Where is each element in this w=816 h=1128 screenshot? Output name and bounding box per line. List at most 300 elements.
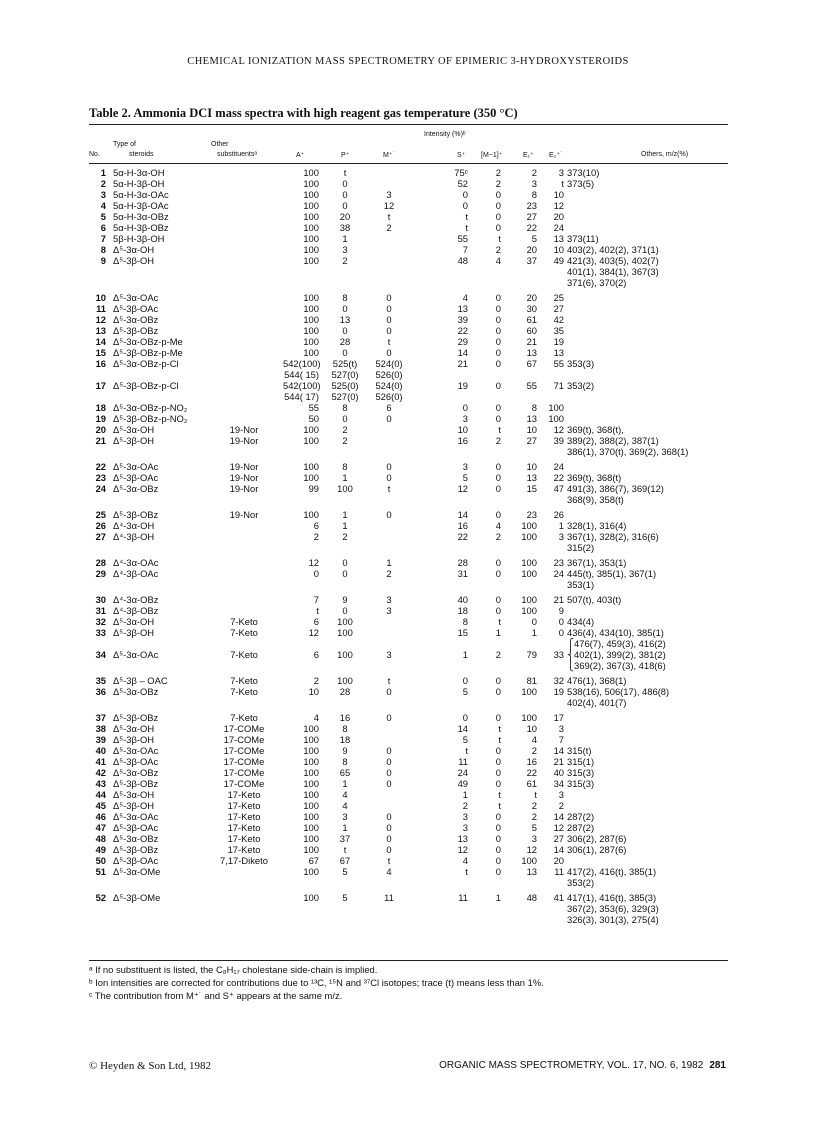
m-minus-1-ion-cell: 0 [495, 303, 501, 314]
e2-ion-cell: 14 [553, 745, 564, 756]
e2-ion-cell: 100 [548, 413, 564, 424]
e2-ion-cell: 71 [553, 380, 564, 391]
substituent-cell: 19-Nor [229, 472, 259, 483]
s-ion-cell: 11 [458, 892, 468, 903]
e1-ion-cell: 13 [526, 866, 537, 877]
others-cell: 353(1) [567, 579, 595, 590]
e1-ion-cell: 20 [526, 292, 537, 303]
m-minus-1-ion-cell: 0 [495, 413, 501, 424]
others-cell: 389(2), 388(2), 387(1) [567, 435, 659, 446]
row-number-cell: 18 [95, 402, 106, 413]
m-minus-1-ion-cell: 2 [495, 531, 501, 542]
table-row [89, 189, 728, 200]
e1-ion-cell: 5 [531, 233, 537, 244]
a-ion-cell: 100 [303, 866, 319, 877]
table-row-continuation [89, 877, 728, 888]
e2-ion-cell: 10 [553, 189, 564, 200]
steroid-type-cell: Δ⁵-3α-OH [113, 723, 155, 734]
steroid-type-cell: Δ⁵-3β-OAc [113, 303, 159, 314]
row-number-cell: 3 [100, 189, 106, 200]
others-cell: 315(3) [567, 778, 595, 789]
others-cell: 386(1), 370(t), 369(2), 368(1) [567, 446, 689, 457]
s-ion-cell: 40 [457, 594, 468, 605]
p-ion-cell: 0 [342, 568, 348, 579]
m-minus-1-ion-cell: 0 [495, 292, 501, 303]
steroid-type-cell: Δ⁵-3β-OBz [113, 712, 159, 723]
row-number-cell: 45 [95, 800, 106, 811]
steroid-type-cell: Δ⁵-3β-OAc [113, 822, 159, 833]
m-minus-1-ion-cell: 0 [495, 314, 501, 325]
header-others: Others, m/z(%) [641, 151, 689, 158]
e2-ion-cell: 14 [553, 844, 564, 855]
a-ion-cell: 67 [308, 855, 319, 866]
e2-ion-cell: 47 [553, 483, 564, 494]
m-ion-cell: 0 [386, 509, 392, 520]
a-ion-cell: 544( 17) [284, 391, 319, 402]
p-ion-cell: t [343, 167, 347, 178]
s-ion-cell: 28 [457, 557, 468, 568]
s-ion-cell: 48 [457, 255, 468, 266]
table-row [89, 686, 728, 697]
substituent-cell: 7-Keto [230, 627, 258, 638]
s-ion-cell: 13 [457, 303, 468, 314]
e1-ion-cell: 60 [526, 325, 537, 336]
a-ion-cell: 100 [303, 745, 319, 756]
steroid-type-cell: Δ⁵-3β – OAC [113, 675, 168, 686]
e1-ion-cell: 100 [521, 605, 537, 616]
e1-ion-cell: 21 [526, 336, 537, 347]
header-e2: E₂⁺˙ [549, 152, 563, 159]
row-number-cell: 28 [95, 557, 106, 568]
p-ion-cell: 28 [339, 336, 351, 347]
a-ion-cell: 100 [303, 292, 319, 303]
a-ion-cell: 100 [303, 303, 319, 314]
table-top-rule [89, 124, 728, 125]
e1-ion-cell: 61 [526, 778, 537, 789]
e1-ion-cell: 12 [526, 844, 537, 855]
m-minus-1-ion-cell: t [498, 616, 501, 627]
table-row [89, 200, 728, 211]
table-body [89, 167, 728, 925]
e1-ion-cell: 10 [526, 461, 537, 472]
steroid-type-cell: Δ⁴-3β-OH [113, 531, 155, 542]
e2-ion-cell: 12 [553, 424, 564, 435]
p-ion-cell: 3 [342, 811, 348, 822]
m-ion-cell: 526(0) [375, 391, 403, 402]
m-minus-1-ion-cell: 2 [495, 649, 501, 660]
a-ion-cell: 100 [303, 178, 319, 189]
a-ion-cell: 12 [308, 557, 319, 568]
others-cell: 306(1), 287(6) [567, 844, 627, 855]
others-cell: 367(1), 353(1) [567, 557, 627, 568]
e2-ion-cell: 32 [553, 675, 564, 686]
a-ion-cell: 100 [303, 811, 319, 822]
m-minus-1-ion-cell: 0 [495, 380, 501, 391]
e1-ion-cell: 67 [526, 358, 537, 369]
others-cell: 315(2) [567, 542, 595, 553]
table-row [89, 892, 728, 903]
e1-ion-cell: 48 [526, 892, 537, 903]
e2-ion-cell: 7 [558, 734, 564, 745]
e1-ion-cell: 37 [526, 255, 537, 266]
a-ion-cell: 100 [303, 435, 319, 446]
e1-ion-cell: 1 [531, 627, 537, 638]
m-minus-1-ion-cell: 0 [495, 557, 501, 568]
e1-ion-cell: 27 [526, 435, 537, 446]
s-ion-cell: 7 [462, 244, 468, 255]
e2-ion-cell: 24 [553, 222, 564, 233]
m-ion-cell: 2 [386, 568, 392, 579]
table-caption: Table 2. Ammonia DCI mass spectra with high reagent gas temperature (350 °C) [89, 106, 518, 120]
others-cell: 353(2) [567, 380, 595, 391]
others-cell: 401(1), 384(1), 367(3) [567, 266, 659, 277]
m-ion-cell: 3 [386, 649, 392, 660]
m-ion-cell: 4 [386, 866, 392, 877]
e1-ion-cell: 8 [531, 189, 537, 200]
m-ion-cell: 0 [386, 292, 392, 303]
table-row-continuation [89, 277, 728, 288]
steroid-type-cell: Δ⁴-3α-OH [113, 520, 155, 531]
header-no: No. [89, 151, 100, 158]
steroid-type-cell: Δ⁵-3β-OH [113, 627, 155, 638]
a-ion-cell: 6 [313, 520, 319, 531]
others-cell: ⎩369(2), 367(3), 418(6) [567, 660, 666, 671]
substituent-cell: 19-Nor [229, 483, 259, 494]
e2-ion-cell: 21 [553, 594, 564, 605]
a-ion-cell: 544( 15) [284, 369, 319, 380]
table-row [89, 811, 728, 822]
e2-ion-cell: 49 [553, 255, 564, 266]
a-ion-cell: 7 [313, 594, 319, 605]
m-minus-1-ion-cell: 0 [495, 675, 501, 686]
table-row [89, 605, 728, 616]
m-ion-cell: 524(0) [375, 380, 403, 391]
e1-ion-cell: 100 [521, 568, 537, 579]
footnote-c: ᶜ The contribution from M⁺˙ and S⁺ appears at the same m/z. [89, 990, 343, 1001]
m-ion-cell: 0 [386, 303, 392, 314]
m-ion-cell: 0 [386, 686, 392, 697]
steroid-type-cell: Δ⁵-3α-OH [113, 789, 155, 800]
m-ion-cell: 0 [386, 347, 392, 358]
a-ion-cell: 100 [303, 200, 319, 211]
header-p: P⁺ [341, 152, 350, 159]
e1-ion-cell: 13 [526, 413, 537, 424]
steroid-type-cell: Δ⁵-3α-OBz [113, 483, 159, 494]
m-minus-1-ion-cell: t [498, 723, 501, 734]
row-number-cell: 19 [95, 413, 106, 424]
m-ion-cell: 0 [386, 472, 392, 483]
row-number-cell: 47 [95, 822, 106, 833]
substituent-cell: 17-Keto [227, 822, 261, 833]
m-minus-1-ion-cell: 0 [495, 472, 501, 483]
a-ion-cell: 100 [303, 844, 319, 855]
row-number-cell: 31 [95, 605, 106, 616]
table-row-continuation [89, 494, 728, 505]
m-minus-1-ion-cell: 0 [495, 686, 501, 697]
p-ion-cell: 20 [339, 211, 351, 222]
p-ion-cell: 67 [339, 855, 351, 866]
running-head: CHEMICAL IONIZATION MASS SPECTROMETRY OF EPIMERIC 3-HYDROXYSTEROIDS [187, 56, 629, 67]
p-ion-cell: 8 [342, 461, 348, 472]
a-ion-cell: 0 [313, 568, 319, 579]
a-ion-cell: 542(100) [283, 358, 321, 369]
p-ion-cell: 4 [342, 800, 348, 811]
m-minus-1-ion-cell: 0 [495, 712, 501, 723]
row-number-cell: 7 [100, 233, 106, 244]
s-ion-cell: 1 [462, 789, 468, 800]
s-ion-cell: 0 [462, 189, 468, 200]
e2-ion-cell: 42 [553, 314, 564, 325]
m-minus-1-ion-cell: t [498, 789, 501, 800]
others-cell: 491(3), 386(7), 369(12) [567, 483, 664, 494]
table-row-continuation [89, 638, 728, 649]
p-ion-cell: 1 [342, 778, 348, 789]
s-ion-cell: t [465, 866, 468, 877]
s-ion-cell: 31 [457, 568, 468, 579]
e2-ion-cell: 33 [553, 649, 564, 660]
p-ion-cell: 100 [337, 675, 353, 686]
e2-ion-cell: 40 [553, 767, 564, 778]
a-ion-cell: 10 [308, 686, 319, 697]
steroid-type-cell: Δ⁴-3α-OAc [113, 557, 159, 568]
table-row [89, 734, 728, 745]
m-ion-cell: 2 [386, 222, 392, 233]
row-number-cell: 43 [95, 778, 106, 789]
p-ion-cell: 525(0) [331, 380, 359, 391]
steroid-type-cell: Δ⁵-3α-OBz [113, 314, 159, 325]
row-number-cell: 2 [100, 178, 106, 189]
m-ion-cell: 0 [386, 756, 392, 767]
table-row [89, 211, 728, 222]
table-row [89, 520, 728, 531]
p-ion-cell: 0 [342, 605, 348, 616]
m-minus-1-ion-cell: t [498, 424, 501, 435]
m-ion-cell: 0 [386, 778, 392, 789]
s-ion-cell: 0 [462, 712, 468, 723]
m-ion-cell: 0 [386, 314, 392, 325]
table-row [89, 745, 728, 756]
e2-ion-cell: t [561, 178, 564, 189]
a-ion-cell: 100 [303, 822, 319, 833]
table-row-continuation [89, 914, 728, 925]
e1-ion-cell: 16 [526, 756, 537, 767]
others-cell: 353(2) [567, 877, 595, 888]
header-s: S⁺ [457, 152, 466, 159]
table-row [89, 509, 728, 520]
e2-ion-cell: 2 [558, 800, 564, 811]
table-row [89, 244, 728, 255]
s-ion-cell: 8 [462, 616, 468, 627]
row-number-cell: 35 [95, 675, 106, 686]
e1-ion-cell: 3 [531, 178, 537, 189]
e2-ion-cell: 3 [558, 723, 564, 734]
m-minus-1-ion-cell: 0 [495, 336, 501, 347]
a-ion-cell: 100 [303, 756, 319, 767]
others-cell: 315(1) [567, 756, 595, 767]
a-ion-cell: t [316, 605, 319, 616]
a-ion-cell: 100 [303, 244, 319, 255]
e2-ion-cell: 26 [553, 509, 564, 520]
row-number-cell: 21 [95, 435, 106, 446]
header-m-minus-1: [M−1]⁺ [481, 152, 503, 159]
m-minus-1-ion-cell: 0 [495, 325, 501, 336]
steroid-type-cell: Δ⁵-3β-OH [113, 255, 155, 266]
m-ion-cell: 0 [386, 833, 392, 844]
row-number-cell: 5 [100, 211, 106, 222]
a-ion-cell: 100 [303, 734, 319, 745]
p-ion-cell: 65 [339, 767, 351, 778]
m-minus-1-ion-cell: 0 [495, 822, 501, 833]
table-row [89, 336, 728, 347]
steroid-type-cell: Δ⁵-3α-OBz-p-Cl [113, 358, 179, 369]
steroid-type-cell: Δ⁴-3β-OAc [113, 568, 159, 579]
s-ion-cell: 14 [457, 347, 468, 358]
steroid-type-cell: Δ⁵-3α-OAc [113, 649, 159, 660]
m-minus-1-ion-cell: 0 [495, 833, 501, 844]
others-cell: 306(2), 287(6) [567, 833, 627, 844]
substituent-cell: 17-COMe [223, 767, 265, 778]
a-ion-cell: 12 [308, 627, 319, 638]
m-minus-1-ion-cell: t [498, 734, 501, 745]
a-ion-cell: 6 [313, 616, 319, 627]
row-number-cell: 46 [95, 811, 106, 822]
table-row-continuation [89, 579, 728, 590]
s-ion-cell: 15 [457, 627, 468, 638]
p-ion-cell: 8 [342, 723, 348, 734]
a-ion-cell: 100 [303, 723, 319, 734]
table-row-continuation [89, 660, 728, 671]
steroid-type-cell: Δ⁵-3β-OH [113, 800, 155, 811]
s-ion-cell: 52 [457, 178, 468, 189]
p-ion-cell: 527(0) [331, 391, 359, 402]
e2-ion-cell: 3 [558, 531, 564, 542]
row-number-cell: 4 [100, 200, 106, 211]
p-ion-cell: 1 [342, 472, 348, 483]
substituent-cell: 19-Nor [229, 461, 259, 472]
table-row [89, 712, 728, 723]
s-ion-cell: 12 [457, 844, 468, 855]
s-ion-cell: 5 [462, 472, 468, 483]
steroid-type-cell: Δ⁵-3β-OBz-p-Me [113, 347, 183, 358]
m-minus-1-ion-cell: 0 [495, 509, 501, 520]
e2-ion-cell: 12 [553, 200, 564, 211]
e1-ion-cell: 100 [521, 520, 537, 531]
table-row [89, 292, 728, 303]
others-cell: 402(4), 401(7) [567, 697, 627, 708]
a-ion-cell: 100 [303, 778, 319, 789]
m-minus-1-ion-cell: 0 [495, 745, 501, 756]
m-ion-cell: 3 [386, 594, 392, 605]
table-row [89, 461, 728, 472]
p-ion-cell: 37 [339, 833, 351, 844]
table-row [89, 675, 728, 686]
others-cell: 371(6), 370(2) [567, 277, 627, 288]
e2-ion-cell: 35 [553, 325, 564, 336]
p-ion-cell: 5 [342, 866, 348, 877]
others-cell: 403(2), 402(2), 371(1) [567, 244, 659, 255]
e1-ion-cell: 13 [526, 347, 537, 358]
row-number-cell: 24 [95, 483, 106, 494]
m-minus-1-ion-cell: 0 [495, 347, 501, 358]
table-row [89, 303, 728, 314]
m-ion-cell: 0 [386, 712, 392, 723]
row-number-cell: 52 [95, 892, 106, 903]
table-row [89, 424, 728, 435]
table-row [89, 167, 728, 178]
table-row [89, 233, 728, 244]
e1-ion-cell: 10 [526, 424, 537, 435]
steroid-type-cell: Δ⁵-3α-OBz [113, 767, 159, 778]
steroid-type-cell: Δ⁵-3α-OMe [113, 866, 161, 877]
p-ion-cell: 9 [342, 745, 348, 756]
s-ion-cell: 16 [457, 520, 468, 531]
p-ion-cell: 0 [342, 325, 348, 336]
m-ion-cell: 6 [386, 402, 392, 413]
m-ion-cell: 3 [386, 605, 392, 616]
table-header [89, 127, 728, 163]
substituent-cell: 19-Nor [229, 424, 259, 435]
a-ion-cell: 4 [313, 712, 319, 723]
table-row [89, 627, 728, 638]
m-ion-cell: 1 [386, 557, 392, 568]
others-cell: 287(2) [567, 811, 595, 822]
m-ion-cell: 0 [386, 811, 392, 822]
table-row [89, 222, 728, 233]
e2-ion-cell: 22 [553, 472, 564, 483]
s-ion-cell: 5 [462, 734, 468, 745]
row-number-cell: 12 [95, 314, 106, 325]
table-row [89, 723, 728, 734]
a-ion-cell: 100 [303, 892, 319, 903]
table-row [89, 649, 728, 660]
e1-ion-cell: 5 [531, 822, 537, 833]
substituent-cell: 17-Keto [227, 833, 261, 844]
a-ion-cell: 55 [308, 402, 319, 413]
steroid-type-cell: 5α-H-3α-OAc [113, 189, 169, 200]
a-ion-cell: 100 [303, 472, 319, 483]
e2-ion-cell: 20 [553, 855, 564, 866]
a-ion-cell: 100 [303, 461, 319, 472]
row-number-cell: 17 [95, 380, 106, 391]
others-cell: 353(3) [567, 358, 595, 369]
m-ion-cell: 11 [384, 892, 394, 903]
m-ion-cell: t [387, 483, 391, 494]
e2-ion-cell: 14 [553, 811, 564, 822]
m-minus-1-ion-cell: 0 [495, 767, 501, 778]
e1-ion-cell: 15 [526, 483, 537, 494]
row-number-cell: 27 [95, 531, 106, 542]
e1-ion-cell: 100 [521, 712, 537, 723]
e1-ion-cell: 2 [531, 745, 537, 756]
others-cell: 434(4) [567, 616, 595, 627]
others-cell: 476(1), 368(1) [567, 675, 627, 686]
header-intensity: Intensity (%)ᵇ [424, 131, 466, 138]
s-ion-cell: 22 [457, 531, 468, 542]
s-ion-cell: 39 [457, 314, 468, 325]
row-number-cell: 50 [95, 855, 106, 866]
a-ion-cell: 542(100) [283, 380, 321, 391]
steroid-type-cell: Δ⁵-3α-OAc [113, 461, 159, 472]
others-cell: 417(1), 416(t), 385(3) [567, 892, 657, 903]
steroid-type-cell: Δ⁵-3β-OMe [113, 892, 161, 903]
others-cell: 507(t), 403(t) [567, 594, 622, 605]
steroid-type-cell: 5α-H-3α-OBz [113, 211, 169, 222]
e1-ion-cell: 4 [531, 734, 537, 745]
table-row [89, 568, 728, 579]
p-ion-cell: 28 [339, 686, 351, 697]
row-number-cell: 34 [95, 649, 106, 660]
steroid-type-cell: Δ⁴-3β-OBz [113, 605, 159, 616]
